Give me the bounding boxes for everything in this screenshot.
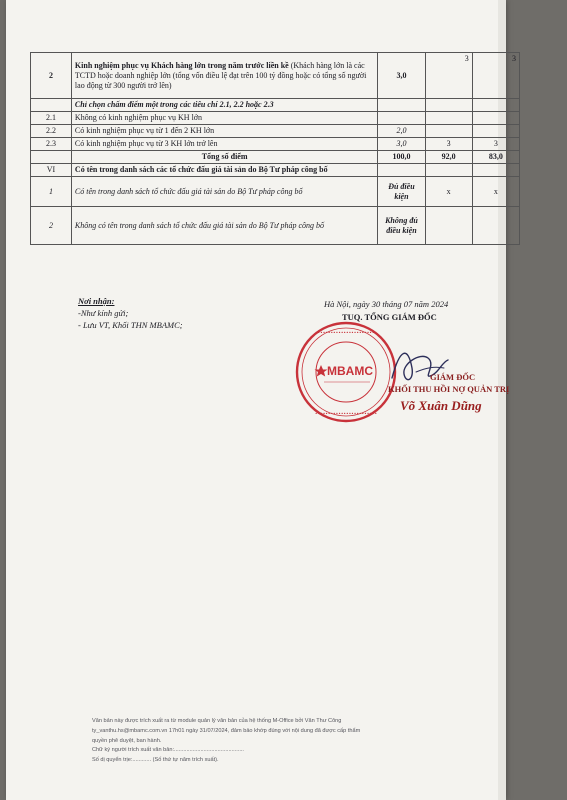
max-score [378,99,425,112]
table-row [31,164,520,177]
score-b: x [472,177,519,207]
row-number: 2.1 [31,112,72,125]
row-content: Có kinh nghiệm phục vụ từ 3 KH lớn trở lên [71,138,377,151]
official-stamp [294,320,398,424]
score-a: 92,0 [425,151,472,164]
max-score: Không đủ điều kiện [378,207,425,245]
row-content: Không có kinh nghiệm phục vụ KH lớn [71,112,377,125]
score-b [472,125,519,138]
footer-line: quyền phê duyệt, ban hành. [92,737,162,744]
row-number [31,99,72,112]
score-b: 3 [472,138,519,151]
on-behalf-title: TUQ. TỔNG GIÁM ĐỐC [342,312,437,322]
recipient-item: - Lưu VT, Khối THN MBAMC; [78,319,183,330]
score-a [425,112,472,125]
table-row [31,125,520,138]
stamp-logo-text: MBAMC [327,364,373,378]
row-content: Có tên trong danh sách các tổ chức đấu giá tài sản do Bộ Tư pháp công bố [71,164,377,177]
row-number: 2 [31,207,72,245]
scoring-table [30,52,520,245]
table-row [31,207,520,245]
footer-line: Số dị quyển trịe:............ (Số thứ tự năm trích xuất). [92,757,219,764]
signer-department: KHỐI THU HỒI NỢ QUẢN TRỊ [388,384,510,394]
total-label: Tổng số điểm [71,151,377,164]
max-score [378,164,425,177]
svg-text:••••••••••••••••••••••••: •••••••••••••••••••••••• [314,412,378,417]
signer-position: GIÁM ĐỐC [430,372,476,382]
max-score: Đủ điều kiện [378,177,425,207]
score-a [425,164,472,177]
row-content: Không có tên trong danh sách tổ chức đấu giá tài sản do Bộ Tư pháp công bố [71,207,377,245]
row-number [31,151,72,164]
recipients-block [78,296,183,332]
row-number: VI [31,164,72,177]
row-number: 2.2 [31,125,72,138]
table-row [31,112,520,125]
row-content: Kinh nghiệm phục vụ Khách hàng lớn trong năm trước liền kề (Khách hàng lớn là các TCTD hoặc doanh nghiệp lớn (tổng vốn điều lệ đạt trên 100 tỷ đồng hoặc có tổng số người lao động từ 300 người trở lên) [71,53,377,99]
max-score: 2,0 [378,125,425,138]
score-b [472,99,519,112]
max-score [378,112,425,125]
recipients-title: Nơi nhận: [78,296,115,306]
score-b [472,164,519,177]
score-a [425,207,472,245]
score-b [472,207,519,245]
row-number: 2 [31,53,72,99]
score-b: 83,0 [472,151,519,164]
row-number: 1 [31,177,72,207]
table-row [31,99,520,112]
row-number: 2.3 [31,138,72,151]
signer-name: Võ Xuân Dũng [400,398,482,413]
score-a: 3 [425,53,472,99]
score-b: 3 [472,53,519,99]
max-score: 100,0 [378,151,425,164]
footer-line: ty_vanthu.hs@mbamc.com.vn 17h01 ngày 31/07/2024, đảm bảo khớp đúng với nội dung đã được cấp thẩm [92,727,361,734]
footer-line: Chữ ký người trích xuất văn bản:............................................. [92,747,244,754]
recipient-item: -Như kính gửi; [78,307,129,318]
score-b [472,112,519,125]
table-row [31,177,520,207]
table-row [31,151,520,164]
table-row [31,53,520,99]
issue-date: Hà Nội, ngày 30 tháng 07 năm 2024 [324,299,449,309]
max-score: 3,0 [378,138,425,151]
footer-line: Văn bản này được trích xuất ra từ module quản lý văn bản của hệ thống M-Office bởi Văn Thư Công [92,718,342,724]
row-content: Có tên trong danh sách tổ chức đấu giá tài sản do Bộ Tư pháp công bố [71,177,377,207]
extraction-footer [92,717,452,766]
score-a: 3 [425,138,472,151]
score-a: x [425,177,472,207]
row-content: Có kinh nghiệm phục vụ từ 1 đến 2 KH lớn [71,125,377,138]
table-row [31,138,520,151]
score-a [425,125,472,138]
row-content: Chỉ chọn chấm điểm một trong các tiêu chí 2.1, 2.2 hoặc 2.3 [71,99,377,112]
svg-text:••••••••••••••••••••••••: •••••••••••••••••••••••• [314,331,378,336]
max-score: 3,0 [378,53,425,99]
score-a [425,99,472,112]
